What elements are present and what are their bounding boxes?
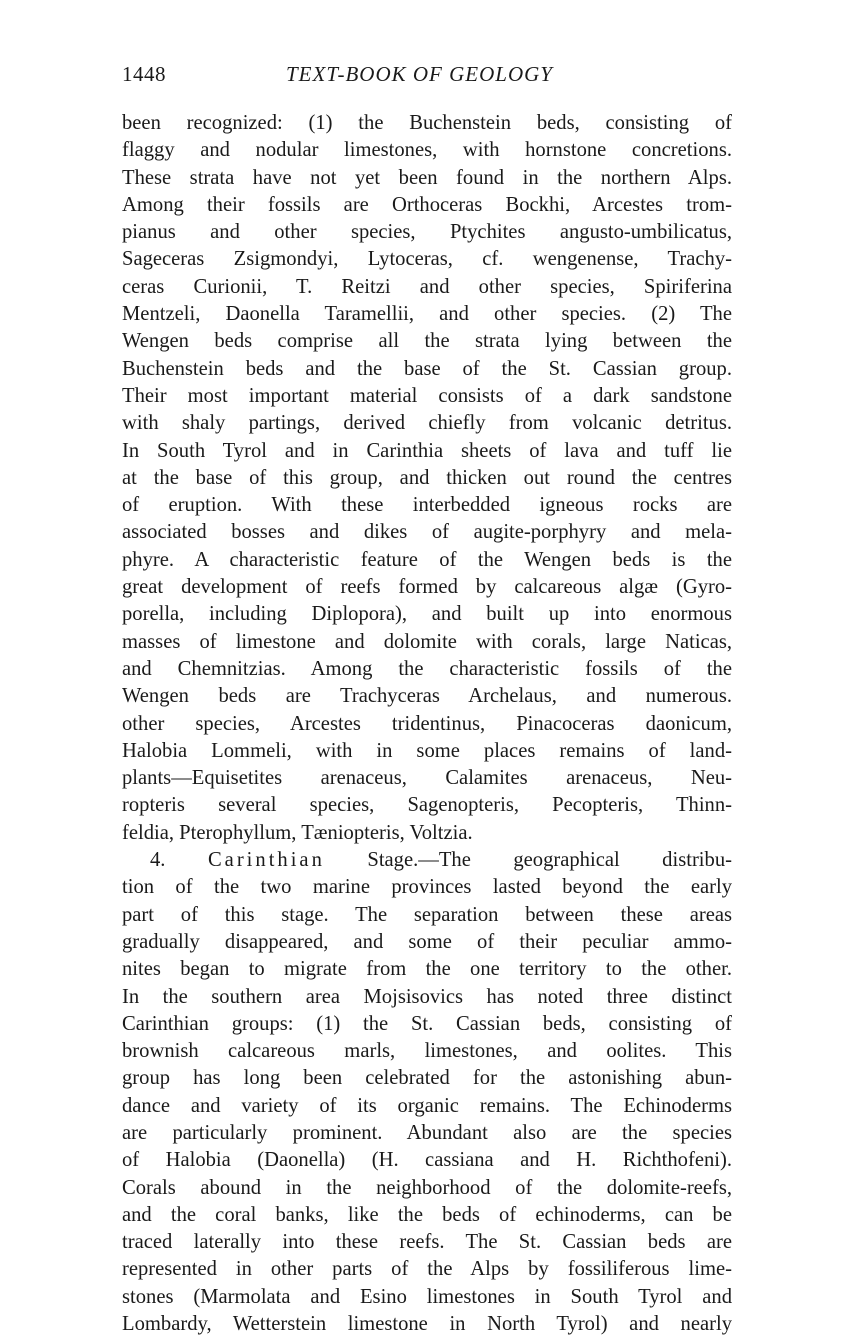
text-line: with shaly partings, derived chiefly from volcanic detritus. (122, 412, 732, 435)
text-line: of Halobia (Daonella) (H. cassiana and H. Richthofeni). (122, 1149, 732, 1172)
page-header (122, 60, 732, 94)
book-page (122, 60, 732, 1338)
page-number: 1448 (122, 62, 166, 86)
text-line: gradually disappeared, and some of their peculiar ammo- (122, 930, 732, 953)
text-line: Wengen beds are Trachyceras Archelaus, and numerous. (122, 685, 732, 708)
section-number: 4. (150, 849, 166, 872)
text-line: at the base of this group, and thicken out round the centres (122, 466, 732, 489)
section-title: Carinthian (207, 849, 325, 872)
text-line: feldia, Pterophyllum, Tæniopteris, Voltzia. (122, 821, 473, 844)
section-heading-text: Stage.—The geographical distribu- (367, 849, 732, 872)
body-text (122, 110, 732, 1338)
text-line: tion of the two marine provinces lasted beyond the early (122, 876, 732, 899)
section-heading-line (122, 847, 732, 874)
text-line: Mentzeli, Daonella Taramellii, and other species. (2) The (122, 303, 732, 326)
text-line: of eruption. With these interbedded igneous rocks are (122, 494, 732, 517)
text-line: represented in other parts of the Alps by fossiliferous lime- (122, 1258, 732, 1281)
text-line: dance and variety of its organic remains. The Echinoderms (122, 1094, 732, 1117)
text-line: masses of limestone and dolomite with corals, large Naticas, (122, 630, 732, 653)
text-line: In South Tyrol and in Carinthia sheets of lava and tuff lie (122, 439, 732, 462)
text-line: been recognized: (1) the Buchenstein beds, consisting of (122, 112, 732, 134)
text-line: porella, including Diplopora), and built up into enormous (122, 603, 732, 626)
text-line: and the coral banks, like the beds of echinoderms, can be (122, 1203, 732, 1226)
text-line: pianus and other species, Ptychites angusto-umbilicatus, (122, 221, 732, 244)
text-line: phyre. A characteristic feature of the Wengen beds is the (122, 548, 732, 571)
text-line: In the southern area Mojsisovics has noted three distinct (122, 985, 732, 1008)
text-line: Among their fossils are Orthoceras Bockhi, Arcestes trom- (122, 193, 732, 216)
text-line: Buchenstein beds and the base of the St. Cassian group. (122, 357, 732, 380)
text-line: flaggy and nodular limestones, with hornstone concretions. (122, 139, 732, 162)
text-line: and Chemnitzias. Among the characteristic fossils of the (122, 657, 732, 680)
text-line: part of this stage. The separation between these areas (122, 903, 732, 926)
text-line: These strata have not yet been found in the northern Alps. (122, 166, 732, 189)
running-title: TEXT-BOOK OF GEOLOGY (286, 62, 553, 86)
paragraph-wengen-beds (122, 110, 732, 847)
text-line: nites began to migrate from the one territory to the other. (122, 958, 732, 981)
text-line: Their most important material consists of a dark sandstone (122, 384, 732, 407)
paragraph-carinthian-stage (122, 847, 732, 1338)
text-line: traced laterally into these reefs. The St. Cassian beds are (122, 1231, 732, 1254)
text-line: plants—Equisetites arenaceus, Calamites arenaceus, Neu- (122, 767, 732, 790)
text-line: stones (Marmolata and Esino limestones in South Tyrol and (122, 1285, 732, 1308)
text-line: ropteris several species, Sagenopteris, Pecopteris, Thinn- (122, 794, 732, 817)
text-line: are particularly prominent. Abundant also are the species (122, 1121, 732, 1144)
text-line: Halobia Lommeli, with in some places remains of land- (122, 739, 732, 762)
text-line: other species, Arcestes tridentinus, Pinacoceras daonicum, (122, 712, 732, 735)
text-line: great development of reefs formed by calcareous algæ (Gyro- (122, 576, 732, 599)
text-line: associated bosses and dikes of augite-porphyry and mela- (122, 521, 732, 544)
text-line: Corals abound in the neighborhood of the dolomite-reefs, (122, 1176, 732, 1199)
text-line: ceras Curionii, T. Reitzi and other species, Spiriferina (122, 275, 732, 298)
text-line: Carinthian groups: (1) the St. Cassian beds, consisting of (122, 1012, 732, 1035)
text-line: Sageceras Zsigmondyi, Lytoceras, cf. wengenense, Trachy- (122, 248, 732, 271)
text-line: Lombardy, Wetterstein limestone in North Tyrol) and nearly (122, 1313, 732, 1336)
text-line: brownish calcareous marls, limestones, and oolites. This (122, 1040, 732, 1063)
text-line: group has long been celebrated for the astonishing abun- (122, 1067, 732, 1090)
text-line: Wengen beds comprise all the strata lying between the (122, 330, 732, 353)
